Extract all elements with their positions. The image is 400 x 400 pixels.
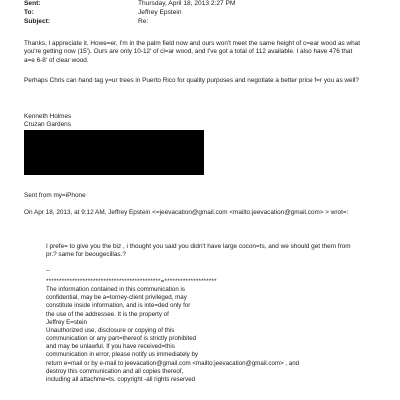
footer-separator: ********************************************=******************** xyxy=(46,278,217,285)
footer-line: and may be unlawful. If you have received=this xyxy=(46,343,175,351)
subject-value: Re: xyxy=(138,18,149,25)
sent-from-line: Sent from my=iPhone xyxy=(24,192,86,199)
footer-line: communication in error, please notify us immediately by xyxy=(46,351,199,359)
footer-line: constitute inside information, and is inte=ded only for xyxy=(46,302,191,310)
to-label: To: xyxy=(24,9,34,16)
signature xyxy=(24,113,376,130)
subject-row xyxy=(24,18,148,26)
to-value: Jeffrey Epstein xyxy=(138,9,182,16)
footer-line: including all attachme=ts. copyright -all rights reserved xyxy=(46,375,196,383)
body-paragraph-2: Perhaps Chris can hand tag y=ur trees in Puerto Rico for quality purposes and negotiate a better price f=r you as well? xyxy=(24,77,359,84)
ellipsis: -- xyxy=(46,267,51,274)
footer-line: The information contained in this communication is xyxy=(46,286,185,294)
footer-line: the use of the addressee. It is the property of xyxy=(46,310,169,318)
footer-line: Unauthorized use, disclosure or copying of this xyxy=(46,326,175,334)
sent-row xyxy=(24,0,235,8)
quoted-line: pr.? same for beougecillas.? xyxy=(46,251,126,259)
redaction-block xyxy=(24,130,204,175)
quoted-message xyxy=(46,243,380,260)
confidentiality-footer xyxy=(46,278,326,384)
body-line: Thanks, I appreciate it. Howe=er, I'm in the palm field now and ours won't meet the same height of c=ear wood as what xyxy=(24,40,360,47)
body-paragraph-1 xyxy=(24,40,376,65)
footer-line: return e=mail or by e-mail to jeevacation@gmail.com <mailto:jeevacation@gmail.com> , and xyxy=(46,359,300,367)
body-line: a=e 6-8' of clear wood. xyxy=(24,56,89,64)
footer-line: destroy this communication and all copies thereof, xyxy=(46,367,184,375)
sent-value: Thursday, April 18, 2013 2:27 PM xyxy=(138,0,236,7)
to-row xyxy=(24,9,182,17)
sent-label: Sent: xyxy=(24,0,41,7)
body-line: you're getting now (15'). Ours are only 10-12' of cl=ar wood, and I've got a total of 112 available. I also have 476 that xyxy=(24,48,353,56)
signature-company: Cruzan Gardens xyxy=(24,121,71,129)
footer-line: Jeffrey E=stein xyxy=(46,318,87,326)
footer-line: communication or any part=thereof is strictly prohibited xyxy=(46,335,197,343)
subject-label: Subject: xyxy=(24,18,51,25)
signature-name: Kenneth Holmes xyxy=(24,113,72,120)
footer-line: confidential, may be a=torney-client privileged, may xyxy=(46,294,187,302)
quoted-line: I prefe= to give you the biz , i thought you said you didn't have large cocon=ts, and we should get them from xyxy=(46,243,351,250)
reply-header: On Apr 18, 2013, at 9:12 AM, Jeffrey Epstein <=jeevacation@gmail.com <mailto:jeevacation@gmail.com> > wrot=: xyxy=(24,209,349,216)
